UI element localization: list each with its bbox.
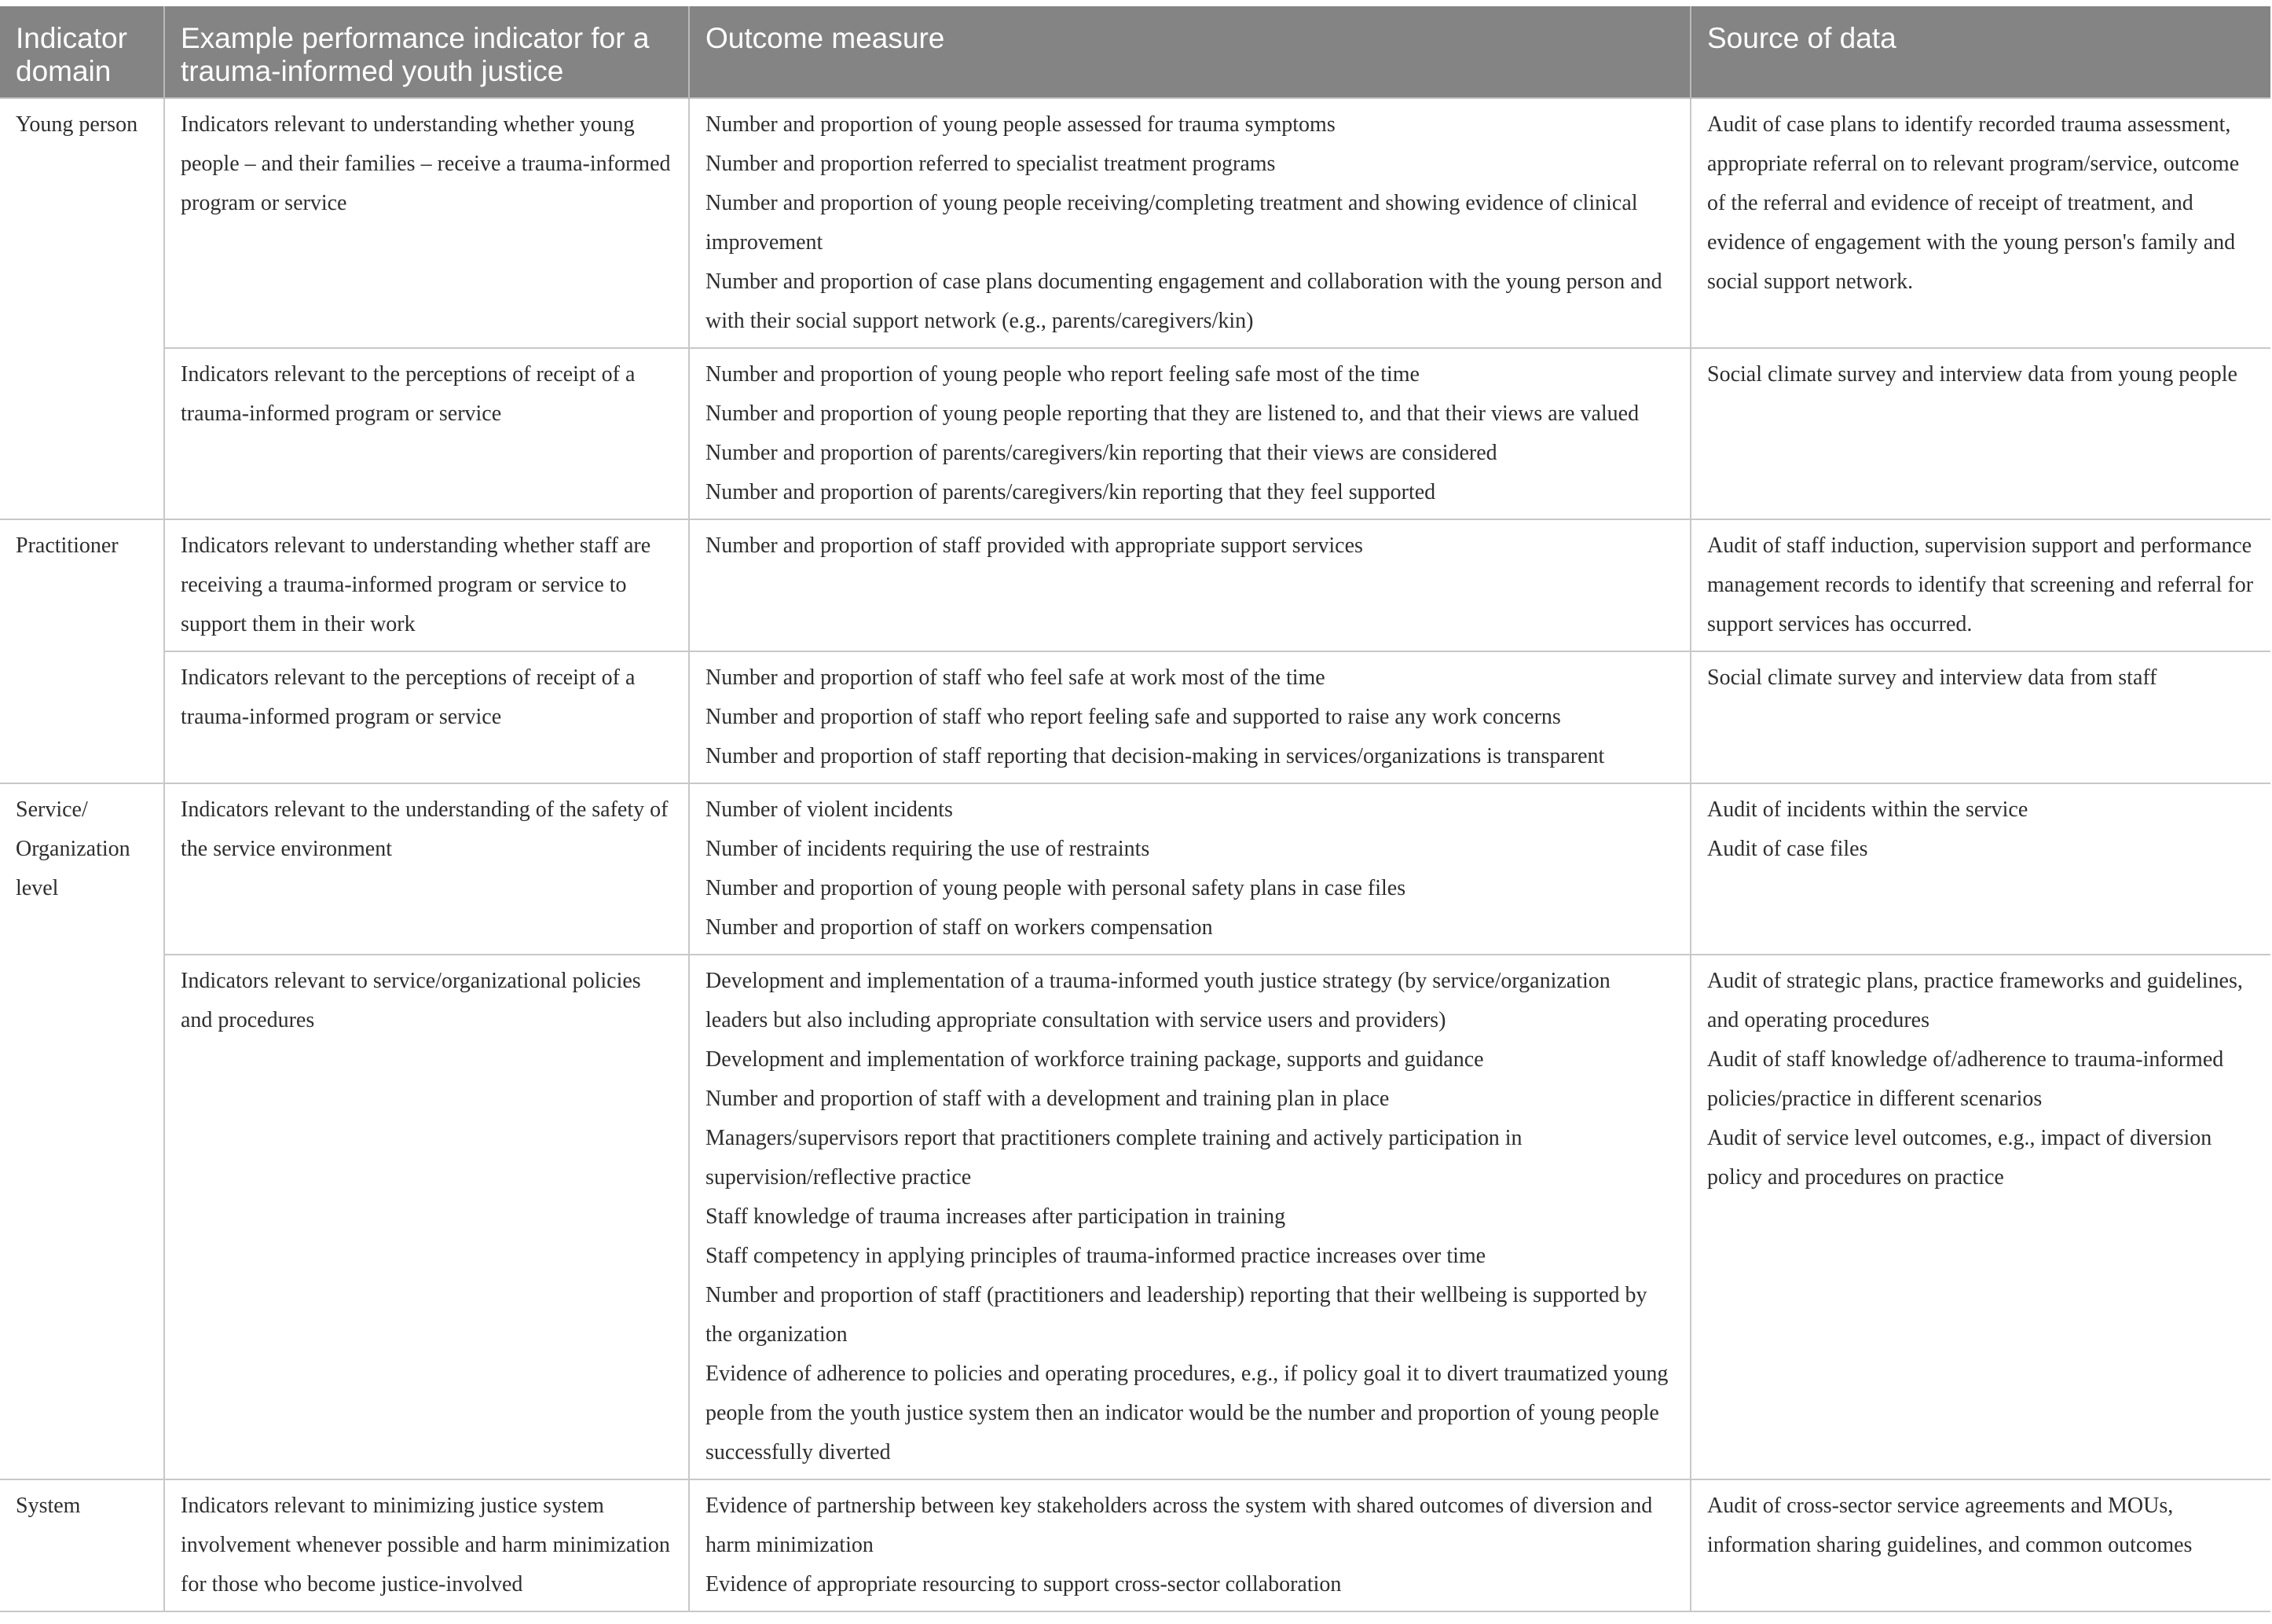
outcome-measure-cell bbox=[689, 955, 1691, 1479]
source-of-data-item: Audit of staff induction, supervision support and performance management records to identify that screening and referral for support services has occurred. bbox=[1707, 533, 2254, 636]
outcome-measure-item: Evidence of partnership between key stakeholders across the system with shared outcomes of diversion and harm minimization bbox=[705, 1494, 1653, 1557]
source-of-data-item: Audit of strategic plans, practice frameworks and guidelines, and operating procedures bbox=[1707, 969, 2243, 1032]
outcome-measure-item: Number and proportion of young people reporting that they are listened to, and that their views are valued bbox=[705, 401, 1640, 426]
outcome-measure-cell bbox=[689, 519, 1691, 651]
performance-indicator-cell: Indicators relevant to understanding whether young people – and their families – receive a trauma-informed program or service bbox=[164, 98, 689, 348]
outcome-measure-item: Number and proportion referred to specialist treatment programs bbox=[705, 152, 1276, 176]
outcome-measure-item: Number and proportion of staff reporting that decision-making in services/organizations is transparent bbox=[705, 744, 1605, 768]
outcome-measure-item: Number and proportion of staff with a development and training plan in place bbox=[705, 1087, 1390, 1111]
indicator-domain-cell: Practitioner bbox=[0, 519, 164, 783]
performance-indicator-cell: Indicators relevant to minimizing justice system involvement whenever possible and harm minimization for those who become justice-involved bbox=[164, 1479, 689, 1611]
outcome-measure-item: Development and implementation of a trauma-informed youth justice strategy (by service/organization leaders but also including appropriate consultation with service users and providers) bbox=[705, 969, 1611, 1032]
source-of-data-item: Social climate survey and interview data from staff bbox=[1707, 665, 2157, 690]
outcome-measure-item: Number and proportion of young people receiving/completing treatment and showing evidence of clinical improvement bbox=[705, 191, 1638, 255]
source-of-data-item: Social climate survey and interview data from young people bbox=[1707, 362, 2237, 387]
header-outcome-measure: Outcome measure bbox=[689, 6, 1691, 98]
performance-indicator-cell: Indicators relevant to the perceptions of receipt of a trauma-informed program or service bbox=[164, 651, 689, 783]
outcome-measure-cell bbox=[689, 783, 1691, 955]
outcome-measure-item: Number and proportion of young people with personal safety plans in case files bbox=[705, 876, 1406, 900]
outcome-measure-item: Number and proportion of young people assessed for trauma symptoms bbox=[705, 112, 1336, 137]
outcome-measure-item: Number and proportion of staff who report feeling safe and supported to raise any work concerns bbox=[705, 705, 1561, 729]
outcome-measure-item: Evidence of adherence to policies and operating procedures, e.g., if policy goal it to divert traumatized young people from the youth justice system then an indicator would be the number and proportion of young people successfully diverted bbox=[705, 1362, 1669, 1465]
header-source-of-data: Source of data bbox=[1691, 6, 2270, 98]
outcome-measure-cell bbox=[689, 98, 1691, 348]
indicator-domain-cell: Service/ Organization level bbox=[0, 783, 164, 1479]
outcome-measure-item: Evidence of appropriate resourcing to support cross-sector collaboration bbox=[705, 1572, 1342, 1597]
outcome-measure-item: Number and proportion of young people who report feeling safe most of the time bbox=[705, 362, 1420, 387]
indicator-table bbox=[0, 6, 2270, 1612]
outcome-measure-item: Number and proportion of staff provided with appropriate support services bbox=[705, 533, 1363, 558]
source-of-data-item: Audit of incidents within the service bbox=[1707, 797, 2028, 822]
source-of-data-item: Audit of cross-sector service agreements and MOUs, information sharing guidelines, and common outcomes bbox=[1707, 1494, 2193, 1557]
header-indicator-domain: Indicator domain bbox=[0, 6, 164, 98]
table-row bbox=[0, 651, 2270, 783]
outcome-measure-item: Number and proportion of staff on workers compensation bbox=[705, 915, 1213, 940]
outcome-measure-item: Number and proportion of case plans documenting engagement and collaboration with the young person and with their social support network (e.g., parents/caregivers/kin) bbox=[705, 269, 1662, 333]
source-of-data-item: Audit of case plans to identify recorded trauma assessment, appropriate referral on to relevant program/service, outcome of the referral and evidence of receipt of treatment, and evidence of engagement with the young person's family and social support network. bbox=[1707, 112, 2240, 294]
table-row bbox=[0, 98, 2270, 348]
source-of-data-item: Audit of staff knowledge of/adherence to trauma-informed policies/practice in different scenarios bbox=[1707, 1047, 2224, 1111]
outcome-measure-item: Number and proportion of parents/caregivers/kin reporting that their views are considered bbox=[705, 441, 1497, 465]
source-of-data-cell bbox=[1691, 519, 2270, 651]
table-row bbox=[0, 519, 2270, 651]
source-of-data-cell bbox=[1691, 1479, 2270, 1611]
outcome-measure-cell bbox=[689, 651, 1691, 783]
outcome-measure-item: Number and proportion of parents/caregivers/kin reporting that they feel supported bbox=[705, 480, 1436, 504]
source-of-data-cell bbox=[1691, 955, 2270, 1479]
source-of-data-item: Audit of case files bbox=[1707, 837, 1868, 861]
outcome-measure-cell bbox=[689, 1479, 1691, 1611]
table-row bbox=[0, 348, 2270, 519]
source-of-data-cell bbox=[1691, 98, 2270, 348]
table-row bbox=[0, 783, 2270, 955]
header-example-performance-indicator: Example performance indicator for a trauma-informed youth justice bbox=[164, 6, 689, 98]
performance-indicator-cell: Indicators relevant to the understanding of the safety of the service environment bbox=[164, 783, 689, 955]
table-row bbox=[0, 955, 2270, 1479]
outcome-measure-item: Staff competency in applying principles of trauma-informed practice increases over time bbox=[705, 1244, 1486, 1268]
outcome-measure-item: Managers/supervisors report that practitioners complete training and actively participation in supervision/reflective practice bbox=[705, 1126, 1523, 1190]
outcome-measure-item: Development and implementation of workforce training package, supports and guidance bbox=[705, 1047, 1484, 1072]
indicator-domain-cell: Young person bbox=[0, 98, 164, 519]
table-header-row bbox=[0, 6, 2270, 98]
source-of-data-item: Audit of service level outcomes, e.g., impact of diversion policy and procedures on practice bbox=[1707, 1126, 2212, 1190]
outcome-measure-cell bbox=[689, 348, 1691, 519]
indicator-domain-cell: System bbox=[0, 1479, 164, 1611]
outcome-measure-item: Staff knowledge of trauma increases after participation in training bbox=[705, 1204, 1286, 1229]
performance-indicator-cell: Indicators relevant to service/organizational policies and procedures bbox=[164, 955, 689, 1479]
outcome-measure-item: Number and proportion of staff who feel safe at work most of the time bbox=[705, 665, 1325, 690]
source-of-data-cell bbox=[1691, 651, 2270, 783]
source-of-data-cell bbox=[1691, 783, 2270, 955]
outcome-measure-item: Number of violent incidents bbox=[705, 797, 953, 822]
outcome-measure-item: Number and proportion of staff (practitioners and leadership) reporting that their wellbeing is supported by the organization bbox=[705, 1283, 1647, 1347]
performance-indicator-cell: Indicators relevant to the perceptions of receipt of a trauma-informed program or service bbox=[164, 348, 689, 519]
performance-indicator-cell: Indicators relevant to understanding whether staff are receiving a trauma-informed program or service to support them in their work bbox=[164, 519, 689, 651]
table-row bbox=[0, 1479, 2270, 1611]
outcome-measure-item: Number of incidents requiring the use of restraints bbox=[705, 837, 1150, 861]
source-of-data-cell bbox=[1691, 348, 2270, 519]
